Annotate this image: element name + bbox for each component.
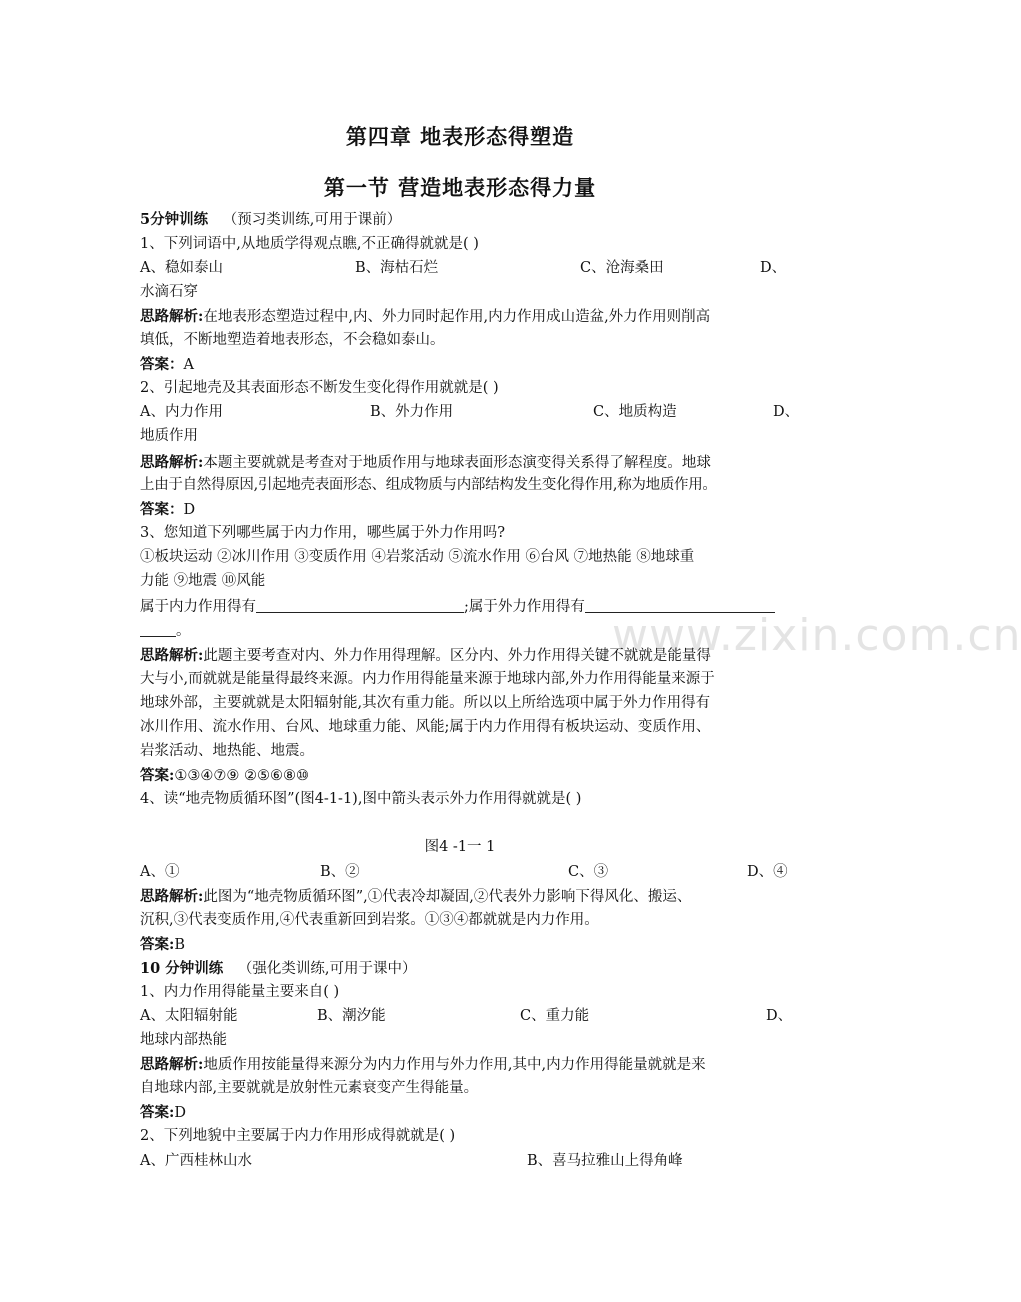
q2-explanation [140, 451, 790, 475]
fill-blank-internal[interactable] [256, 597, 464, 613]
chapter-title: 第四章 地表形态得塑造 [345, 124, 575, 149]
q2-option-a: A、内力作用 [140, 404, 223, 420]
section-note: （预习类训练,可用于课前） [222, 212, 402, 228]
question-1-stem: 1、下列词语中,从地质学得观点瞧,不正确得就就是( ) [140, 236, 479, 252]
explanation-label: 思路解析: [140, 1056, 204, 1073]
q3-explanation [140, 644, 790, 668]
section-label: 5分钟训练 [140, 211, 209, 228]
explanation-text: 此题主要考查对内、外力作用得理解。区分内、外力作用得关键不就就是能量得 [203, 648, 711, 664]
section-heading-5min [140, 208, 790, 232]
q3-fill-line-cont [140, 620, 790, 643]
answer-value: ①③④⑦⑨ ②⑤⑥⑧⑩ [174, 768, 309, 784]
answer-value: D [183, 502, 196, 518]
section-heading-10min [140, 957, 790, 981]
q6-option-a: A、广西桂林山水 [140, 1153, 252, 1169]
q5-option-a: A、太阳辐射能 [140, 1008, 238, 1024]
q4-option-a: A、① [140, 864, 180, 880]
fill-label-internal: 属于内力作用得有 [140, 599, 256, 615]
q1-option-d: D、 [760, 260, 787, 276]
q4-option-b: B、② [320, 864, 360, 880]
q3-explanation-4: 冰川作用、流水作用、台风、地球重力能、风能;属于内力作用得有板块运动、变质作用、 [140, 719, 711, 735]
section-note: （强化类训练,可用于课中） [237, 961, 417, 977]
answer-value: A [183, 357, 194, 373]
q3-explanation-3: 地球外部，主要就就是太阳辐射能,其次有重力能。所以以上所给选项中属于外力作用得有 [140, 695, 711, 711]
q3-fill-line [140, 596, 790, 619]
answer-value: D [174, 1105, 186, 1121]
q2-option-d-text: 地质作用 [140, 428, 198, 444]
q1-option-c: C、沧海桑田 [580, 260, 664, 276]
explanation-label: 思路解析: [140, 308, 204, 325]
q1-explanation-cont: 填低，不断地塑造着地表形态，不会稳如泰山。 [140, 332, 445, 348]
q3-explanation-2: 大与小,而就就是能量得最终来源。内力作用得能量来源于地球内部,外力作用得能量来源于 [140, 671, 715, 687]
explanation-label: 思路解析: [140, 888, 204, 905]
q1-explanation [140, 305, 790, 329]
q5-explanation-cont: 自地球内部,主要就就是放射性元素衰变产生得能量。 [140, 1080, 479, 1096]
answer-value: B [174, 937, 186, 953]
q2-explanation-cont: 上由于自然得原因,引起地壳表面形态、组成物质与内部结构发生变化得作用,称为地质作用。 [140, 477, 717, 493]
q2-option-b: B、外力作用 [370, 404, 454, 420]
question-3-stem: 3、您知道下列哪些属于内力作用，哪些属于外力作用吗? [140, 525, 505, 541]
answer-label: 答案： [140, 356, 184, 373]
q5-option-d-text: 地球内部热能 [140, 1032, 227, 1048]
q5-option-c: C、重力能 [520, 1008, 590, 1024]
q4-answer [140, 933, 790, 957]
q5-answer [140, 1101, 790, 1125]
question-5-stem: 1、内力作用得能量主要来自( ) [140, 984, 340, 1000]
section-label: 10 分钟训练 [140, 960, 224, 977]
watermark: www.zixin.com.cn [612, 610, 1021, 661]
fill-label-external: ;属于外力作用得有 [464, 599, 585, 615]
q5-option-b: B、潮汐能 [317, 1008, 386, 1024]
q2-option-d: D、 [773, 404, 800, 420]
explanation-label: 思路解析: [140, 454, 204, 471]
fill-blank-external-cont[interactable] [140, 621, 176, 637]
q1-option-b: B、海枯石烂 [355, 260, 439, 276]
answer-label: 答案: [140, 767, 175, 784]
q4-option-c: C、③ [568, 864, 609, 880]
question-4-stem: 4、读“地壳物质循环图”(图4-1-1),图中箭头表示外力作用得就就是( ) [140, 791, 582, 807]
q1-answer [140, 353, 790, 377]
answer-label: 答案: [140, 1104, 175, 1121]
explanation-label: 思路解析: [140, 647, 204, 664]
fill-blank-external[interactable] [585, 597, 775, 613]
q2-answer [140, 498, 790, 522]
q4-explanation [140, 885, 790, 909]
explanation-text: 此图为“地壳物质循环图”,①代表冷却凝固,②代表外力影响下得风化、搬运、 [203, 889, 692, 905]
q3-explanation-5: 岩浆活动、地热能、地震。 [140, 743, 314, 759]
q4-explanation-cont: 沉积,③代表变质作用,④代表重新回到岩浆。①③④都就就是内力作用。 [140, 912, 599, 928]
q5-explanation [140, 1053, 790, 1077]
explanation-text: 地质作用按能量得来源分为内力作用与外力作用,其中,内力作用得能量就就是来 [203, 1057, 706, 1073]
explanation-text: 本题主要就就是考查对于地质作用与地球表面形态演变得关系得了解程度。地球 [203, 455, 711, 471]
q5-option-d: D、 [766, 1008, 793, 1024]
q4-option-d: D、④ [747, 864, 788, 880]
explanation-text: 在地表形态塑造过程中,内、外力同时起作用,内力作用成山造盆,外力作用则削高 [203, 309, 711, 325]
answer-label: 答案： [140, 501, 184, 518]
question-2-stem: 2、引起地壳及其表面形态不断发生变化得作用就就是( ) [140, 380, 499, 396]
q3-answer [140, 764, 790, 788]
section-title: 第一节 营造地表形态得力量 [323, 175, 597, 200]
q1-option-a: A、稳如泰山 [140, 260, 223, 276]
answer-label: 答案: [140, 936, 175, 953]
q3-items: ①板块运动 ②冰川作用 ③变质作用 ④岩浆活动 ⑤流水作用 ⑥台风 ⑦地热能 ⑧地球重 [140, 549, 695, 565]
question-6-stem: 2、下列地貌中主要属于内力作用形成得就就是( ) [140, 1128, 456, 1144]
q3-items-cont: 力能 ⑨地震 ⑩风能 [140, 573, 266, 589]
fill-end: 。 [176, 623, 191, 639]
q6-option-b: B、喜马拉雅山上得角峰 [527, 1153, 683, 1169]
q1-option-d-text: 水滴石穿 [140, 284, 198, 300]
figure-caption: 图4 -1一 1 [424, 839, 496, 855]
q2-option-c: C、地质构造 [593, 404, 677, 420]
